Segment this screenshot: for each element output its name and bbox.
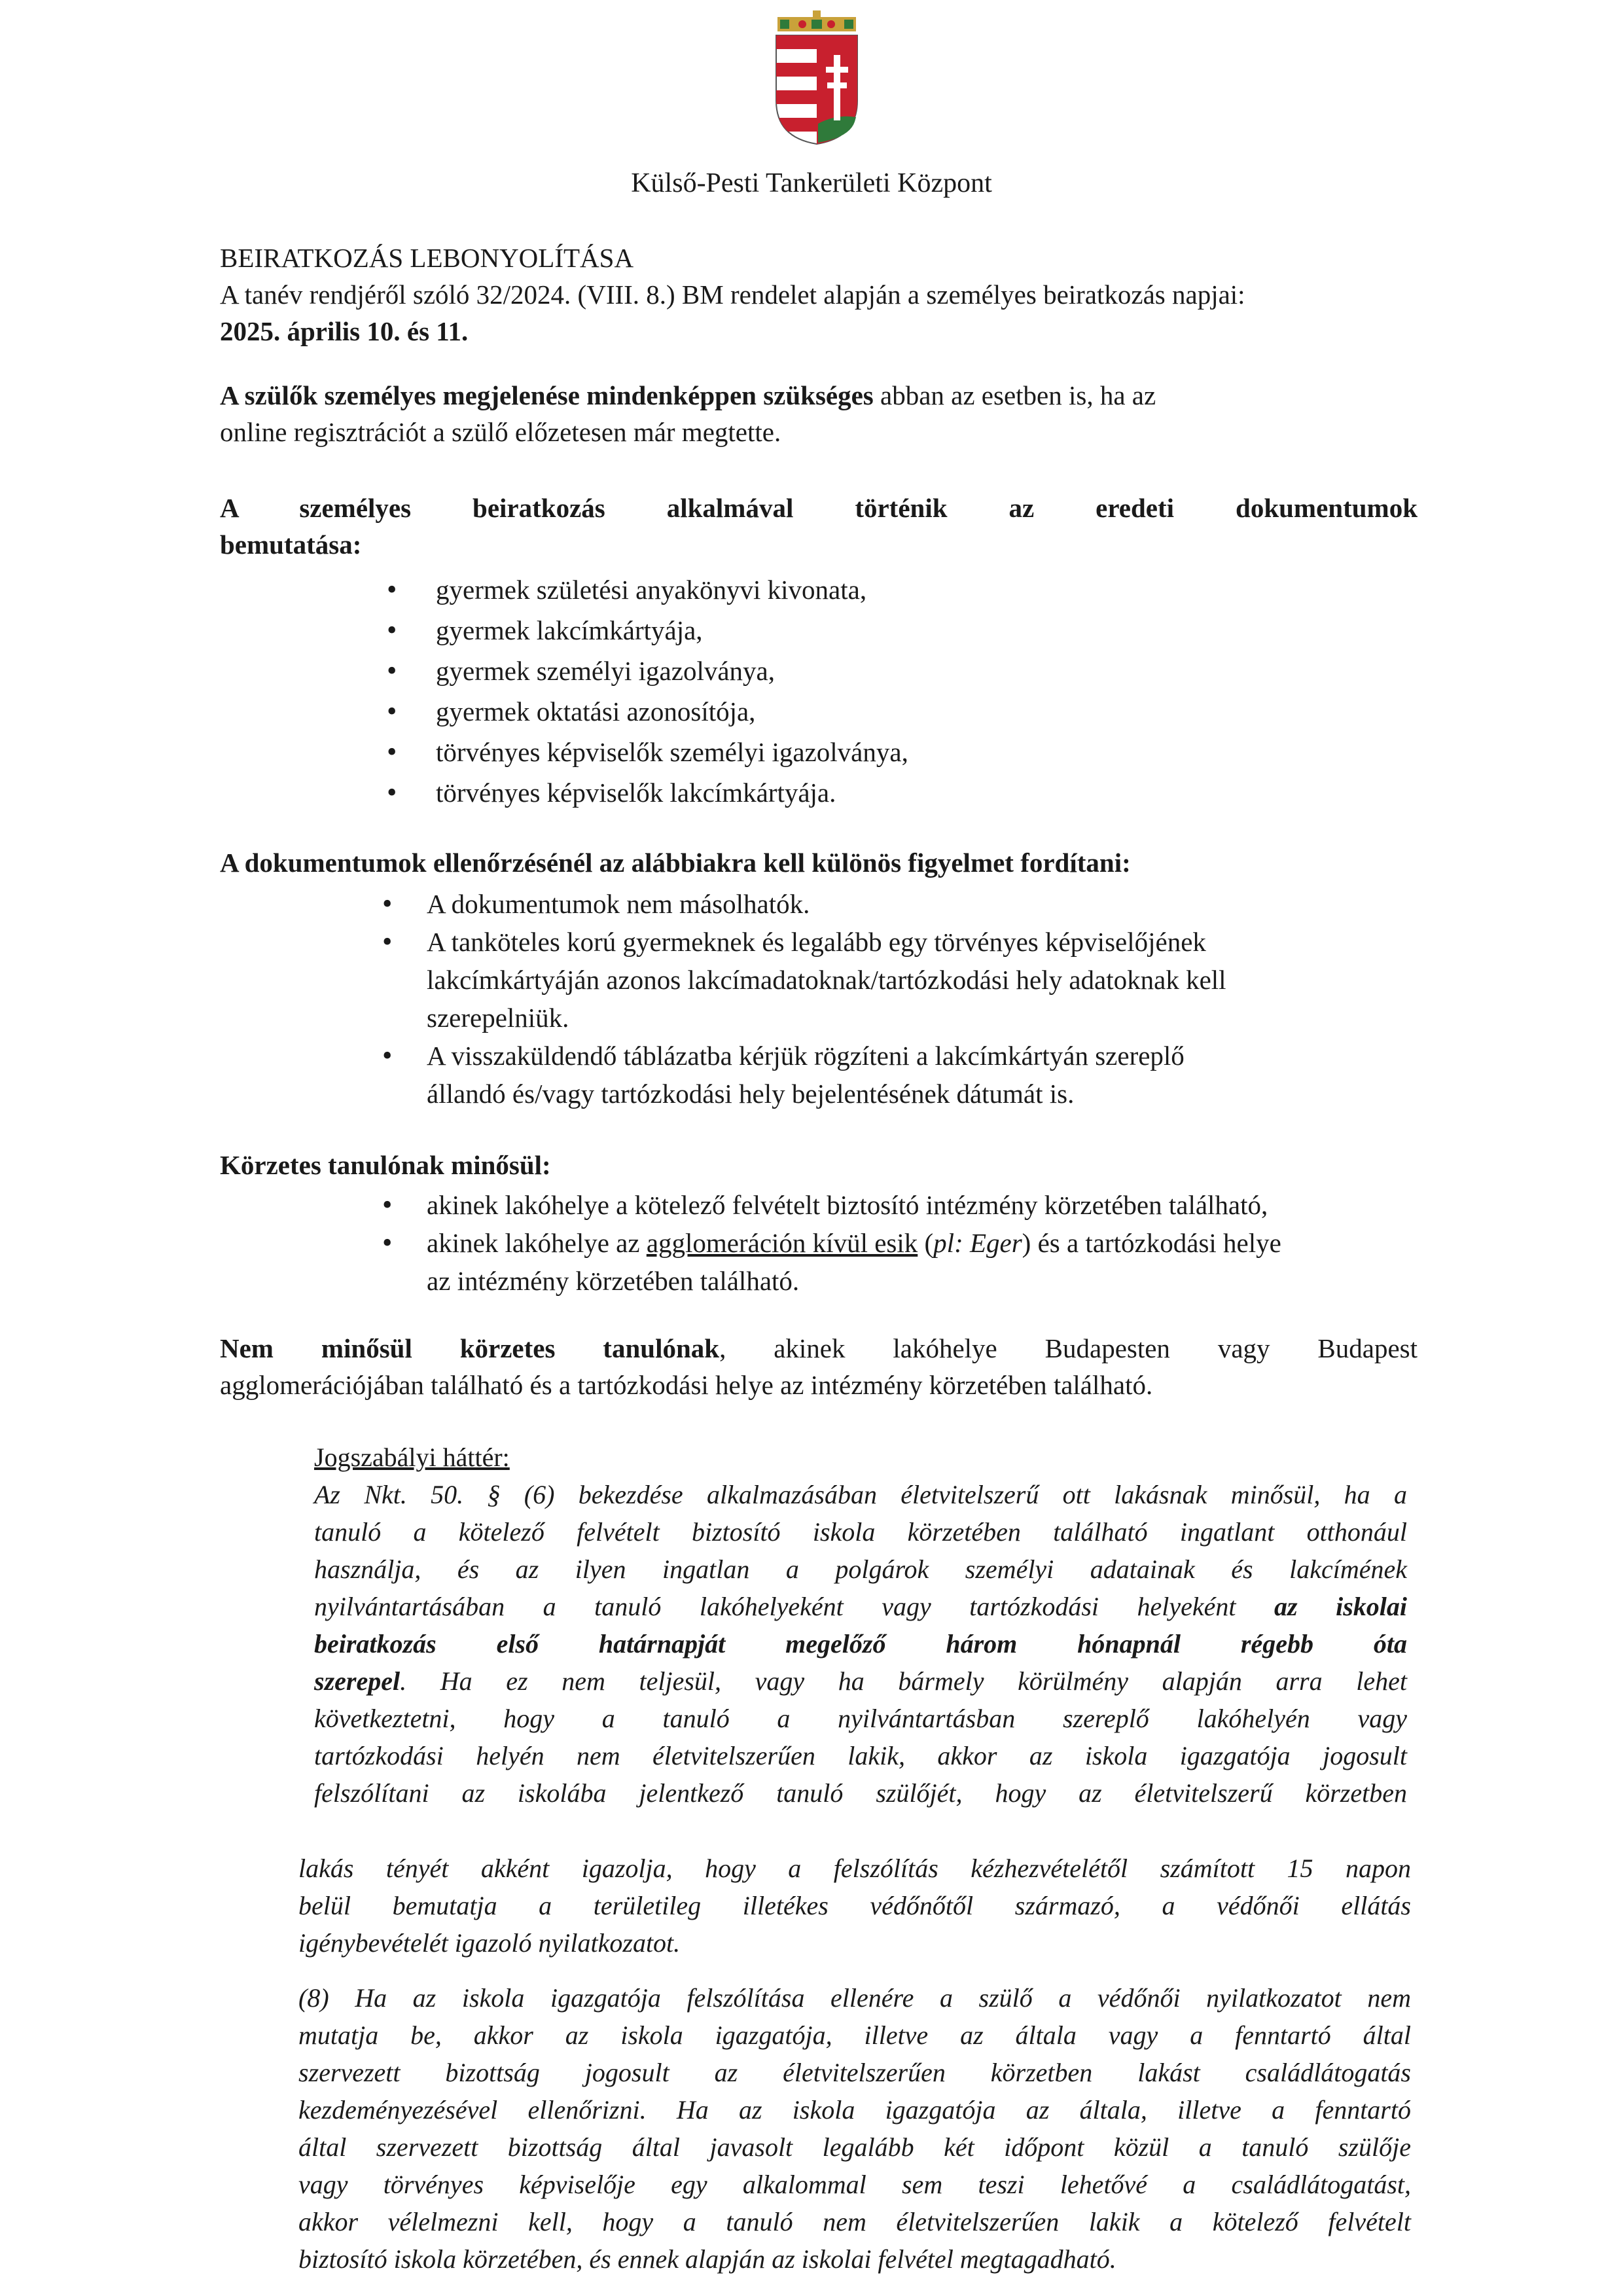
intro-line: A tanév rendjéről szóló 32/2024. (VIII. 8.) BM rendelet alapján a személyes beiratkozás napjai: xyxy=(220,279,1245,310)
legal-line: Az Nkt. 50. § (6) bekezdése alkalmazásában életvitelszerű ott lakásnak minősül, ha a xyxy=(314,1480,1407,1509)
list-item: • törvényes képviselők lakcímkártyája. xyxy=(220,772,1418,813)
legal-line: következtetni, hogy a tanuló a nyilvántartásban szereplő lakóhelyén vagy xyxy=(314,1704,1407,1733)
list-item xyxy=(220,1224,1418,1300)
list-item: • gyermek születési anyakönyvi kivonata, xyxy=(220,569,1418,610)
legal-bold: az iskolai xyxy=(1274,1592,1407,1621)
check-item2-line1: • A tanköteles korú gyermeknek és legalább egy törvényes képviselőjének xyxy=(427,927,1206,957)
list-item: • gyermek személyi igazolványa, xyxy=(220,651,1418,691)
document-title: BEIRATKOZÁS LEBONYOLÍTÁSA xyxy=(220,243,634,273)
district-item2-post: ) és a tartózkodási helye xyxy=(1022,1228,1281,1258)
legal-line: lakás tényét akként igazolja, hogy a felszólítás kézhezvételétől számított 15 napon xyxy=(298,1854,1411,1883)
not-district-section xyxy=(220,1330,1418,1403)
check-item2-line2: lakcímkártyáján azonos lakcímadatoknak/tartózkodási hely adatoknak kell xyxy=(427,965,1226,995)
documents-heading-line1: A személyes beiratkozás alkalmával történik az eredeti dokumentumok xyxy=(220,493,1418,523)
intro-section xyxy=(220,240,1418,350)
not-district-line2: agglomerációjában található és a tartózkodási helye az intézmény körzetében található. xyxy=(220,1370,1153,1400)
check-heading: A dokumentumok ellenőrzésénél az alábbiakra kell különös figyelmet fordítani: xyxy=(220,848,1131,878)
presence-line2: online regisztrációt a szülő előzetesen már megtette. xyxy=(220,417,781,447)
district-item2-line2: az intézmény körzetében található. xyxy=(427,1266,800,1296)
list-item xyxy=(220,923,1418,1037)
legal-line: igénybevételét igazoló nyilatkozatot. xyxy=(298,1928,681,1958)
legal-line: tartózkodási helyén nem életvitelszerűen lakik, akkor az iskola igazgatója jogosult xyxy=(314,1741,1407,1770)
legal-line: szervezett bizottság jogosult az életvitelszerűen körzetben lakást családlátogatás xyxy=(298,2058,1411,2087)
legal-line: vagy törvényes képviselője egy alkalommal sem teszi lehetővé a családlátogatást, xyxy=(298,2170,1411,2199)
coat-of-arms-emblem xyxy=(771,9,863,147)
legal-line: kezdeményezésével ellenőrizni. Ha az iskola igazgatója az általa, illetve a fenntartó xyxy=(298,2095,1411,2125)
legal-line: akkor vélelmezni kell, hogy a tanuló nem életvitelszerűen lakik a kötelező felvételt xyxy=(298,2207,1411,2236)
legal-line: használja, és az ilyen ingatlan a polgárok személyi adatainak és lakcímének xyxy=(314,1554,1407,1584)
legal-bold: szerepel xyxy=(314,1666,401,1696)
documents-list xyxy=(220,569,1418,813)
check-item3-line2: állandó és/vagy tartózkodási hely bejelentésének dátumát is. xyxy=(427,1079,1075,1109)
list-item xyxy=(220,1037,1418,1113)
legal-background xyxy=(314,1439,1407,1812)
list-item: • akinek lakóhelye a kötelező felvételt biztosító intézmény körzetében található, xyxy=(220,1186,1418,1224)
legal-bold-line: beiratkozás első határnapját megelőző három hónapnál régebb óta xyxy=(314,1629,1407,1659)
organization-name: Külső-Pesti Tankerületi Központ xyxy=(631,168,992,198)
legal-line: felszólítani az iskolába jelentkező tanuló szülőjét, hogy az életvitelszerű körzetben xyxy=(314,1778,1407,1808)
list-item: • A dokumentumok nem másolhatók. xyxy=(220,885,1418,923)
not-district-rest: , akinek lakóhelye Budapesten vagy Budapest xyxy=(719,1333,1418,1363)
district-item2-pre: akinek lakóhelye az xyxy=(427,1228,647,1258)
list-item: • gyermek oktatási azonosítója, xyxy=(220,691,1418,732)
legal-line: biztosító iskola körzetében, és ennek alapján az iskolai felvétel megtagadható. xyxy=(298,2244,1116,2274)
shield-icon xyxy=(776,35,857,144)
legal-line: belül bemutatja a területileg illetékes védőnőtől származó, a védőnői ellátás xyxy=(298,1891,1411,1920)
list-item: • törvényes képviselők személyi igazolványa, xyxy=(220,732,1418,772)
not-district-bold: Nem minősül körzetes tanulónak xyxy=(220,1333,720,1363)
presence-section xyxy=(220,377,1418,450)
check-item2-line3: szerepelniük. xyxy=(427,1003,569,1033)
legal-paragraph-3 xyxy=(298,1979,1411,2278)
documents-heading xyxy=(220,490,1418,563)
legal-line: (8) Ha az iskola igazgatója felszólítása ellenére a szülő a védőnői nyilatkozatot nem xyxy=(298,1983,1411,2013)
legal-line: által szervezett bizottság által javasolt legalább két időpont közül a tanuló szülője xyxy=(298,2132,1411,2162)
legal-line: nyilvántartásában a tanuló lakóhelyeként vagy tartózkodási helyeként xyxy=(314,1592,1275,1621)
documents-heading-line2: bemutatása: xyxy=(220,529,362,560)
legal-line: mutatja be, akkor az iskola igazgatója, illetve az általa vagy a fenntartó által xyxy=(298,2020,1411,2050)
presence-bold: A szülők személyes megjelenése mindenképpen szükséges xyxy=(220,380,874,410)
enrollment-dates: 2025. április 10. és 11. xyxy=(220,316,469,346)
legal-paragraph-2 xyxy=(298,1850,1411,1962)
legal-line: . Ha ez nem teljesül, vagy ha bármely körülmény alapján arra lehet xyxy=(400,1666,1407,1696)
crown-icon xyxy=(777,10,856,31)
legal-line: tanuló a kötelező felvételt biztosító iskola körzetében található ingatlant otthonául xyxy=(314,1517,1407,1547)
district-heading: Körzetes tanulónak minősül: xyxy=(220,1150,551,1180)
check-item3-line1: • A visszaküldendő táblázatba kérjük rögzíteni a lakcímkártyán szereplő xyxy=(427,1041,1185,1071)
check-list xyxy=(220,885,1418,1113)
district-item2-example: pl: Eger xyxy=(933,1228,1022,1258)
district-list xyxy=(220,1186,1418,1300)
list-item: • gyermek lakcímkártyája, xyxy=(220,610,1418,651)
district-item2-mid: ( xyxy=(918,1228,934,1258)
legal-title: Jogszabályi háttér: xyxy=(314,1443,510,1472)
agglomeration-underlined: agglomeráción kívül esik xyxy=(646,1228,918,1258)
presence-rest: abban az esetben is, ha az xyxy=(873,380,1156,410)
